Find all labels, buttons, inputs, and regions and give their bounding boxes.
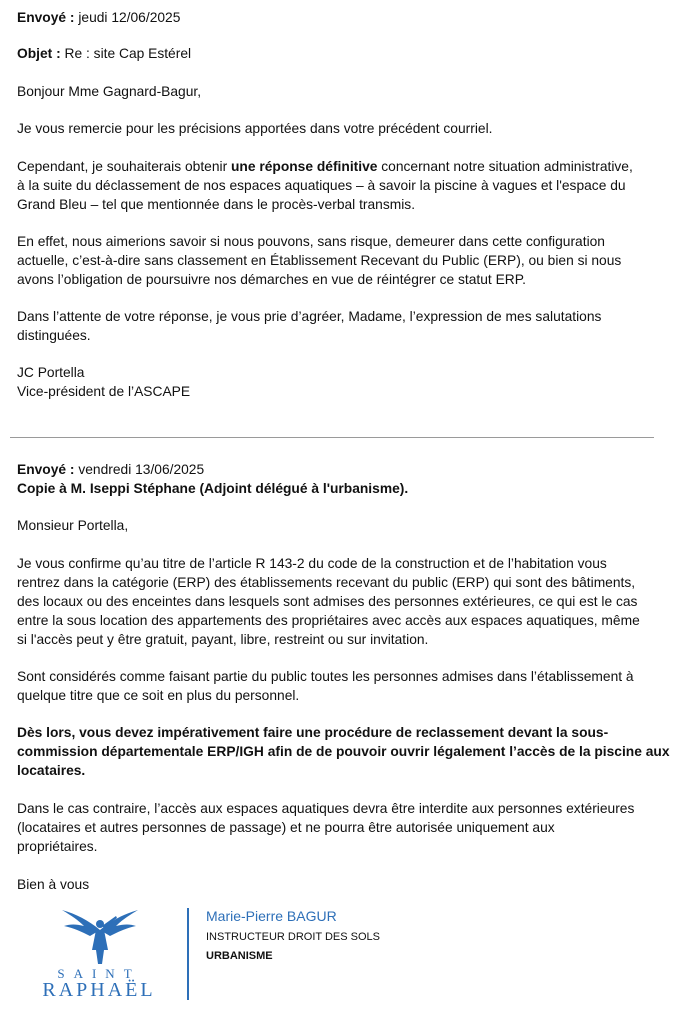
email2-greeting: Monsieur Portella, — [17, 518, 129, 533]
email2-paragraph-2-line-2: quelque titre que ce soit en plus du personnel. — [17, 688, 300, 703]
subject-label: Objet : — [17, 46, 61, 61]
email2-paragraph-1-line-3: des locaux ou des enceintes dans lesquels sont admises des personnes extérieures, ce qui est le cas — [17, 594, 638, 609]
email2-paragraph-1-line-4: entre la sous location des appartements des propriétaires avec accès aux espaces aquatiques, même — [17, 613, 640, 628]
email1-paragraph-3-line-1: En effet, nous aimerions savoir si nous pouvons, sans risque, demeurer dans cette configuration — [17, 234, 605, 249]
email1-paragraph-4-line-2: distinguées. — [17, 328, 91, 343]
email2-paragraph-1-line-1: Je vous confirme qu’au titre de l’article R 143-2 du code de la construction et de l’habitation vous — [17, 556, 607, 571]
subject-value: Re : site Cap Estérel — [60, 46, 192, 61]
email2-paragraph-1-line-5: si l'accès peut y être gratuit, payant, libre, restreint ou sur invitation. — [17, 632, 429, 647]
email2-paragraph-3-line-3: locataires. — [17, 763, 86, 778]
email1-sent-line — [17, 8, 665, 27]
email1-paragraph-2-line-3: Grand Bleu – tel que mentionnée dans le procès-verbal transmis. — [17, 197, 416, 212]
email2-paragraph-3-line-2: commission départementale ERP/IGH afin de de pouvoir ouvrir légalement l’accès de la piscine aux — [17, 744, 670, 759]
email2-paragraph-3-line-1: Dès lors, vous devez impérativement faire une procédure de reclassement devant la sous- — [17, 725, 609, 740]
text-run: concernant notre situation administrative, — [377, 159, 633, 174]
email2-paragraph-4-line-3: propriétaires. — [17, 839, 98, 854]
email2-copy-line: Copie à M. Iseppi Stéphane (Adjoint délégué à l'urbanisme). — [17, 481, 409, 496]
email1-paragraph-1: Je vous remercie pour les précisions apportées dans votre précédent courriel. — [17, 121, 493, 136]
sent-label: Envoyé : — [17, 462, 75, 477]
sent-date: jeudi 12/06/2025 — [74, 10, 181, 25]
email1-greeting: Bonjour Mme Gagnard-Bagur, — [17, 84, 202, 99]
email1-paragraph-4-line-1: Dans l’attente de votre réponse, je vous prie d’agréer, Madame, l’expression de mes salutations — [17, 309, 602, 324]
email2-closing: Bien à vous — [17, 877, 90, 892]
signature-name: Marie-Pierre BAGUR — [206, 908, 337, 924]
email1-signature-role: Vice-président de l’ASCAPE — [17, 384, 191, 399]
email1-paragraph-3-line-2: actuelle, c’est-à-dire sans classement en Établissement Recevant du Public (ERP), ou bien si nous — [17, 253, 622, 268]
email1-paragraph-3-line-3: avons l’obligation de poursuivre nos démarches en vue de réintégrer ce statut ERP. — [17, 272, 526, 287]
signature-divider — [187, 908, 189, 1000]
email2-sent-line — [17, 460, 665, 479]
email2-paragraph-2-line-1: Sont considérés comme faisant partie du public toutes les personnes admises dans l’établissement à — [17, 669, 634, 684]
email2-paragraph-4-line-2: (locataires et autres personnes de passage) et ne pourra être autorisée uniquement aux — [17, 820, 555, 835]
emphasis-text: une réponse définitive — [231, 159, 378, 174]
signature-department: URBANISME — [206, 950, 273, 962]
saint-raphael-angel-logo-icon — [58, 906, 142, 968]
email1-subject-line — [17, 44, 665, 63]
email2-paragraph-1-line-2: rentrez dans la catégorie (ERP) des établissements recevant du public (ERP) qui sont des bâtiments, — [17, 575, 636, 590]
logo-saint-text: SAINT — [57, 966, 141, 981]
email1-paragraph-2-line-1 — [17, 157, 665, 176]
email1-paragraph-2-line-2: à la suite du déclassement de nos espaces aquatiques – à savoir la piscine à vagues et l'espace du — [17, 178, 626, 193]
sent-label: Envoyé : — [17, 10, 75, 25]
sent-date: vendredi 13/06/2025 — [74, 462, 205, 477]
logo-raphael-text: RAPHAËL — [42, 979, 156, 1001]
email2-paragraph-4-line-1: Dans le cas contraire, l’accès aux espaces aquatiques devra être interdite aux personnes extérieures — [17, 801, 635, 816]
email1-signature-name: JC Portella — [17, 365, 85, 380]
text-run: Cependant, je souhaiterais obtenir — [17, 159, 231, 174]
email-separator — [10, 437, 654, 438]
signature-title: INSTRUCTEUR DROIT DES SOLS — [206, 931, 380, 943]
